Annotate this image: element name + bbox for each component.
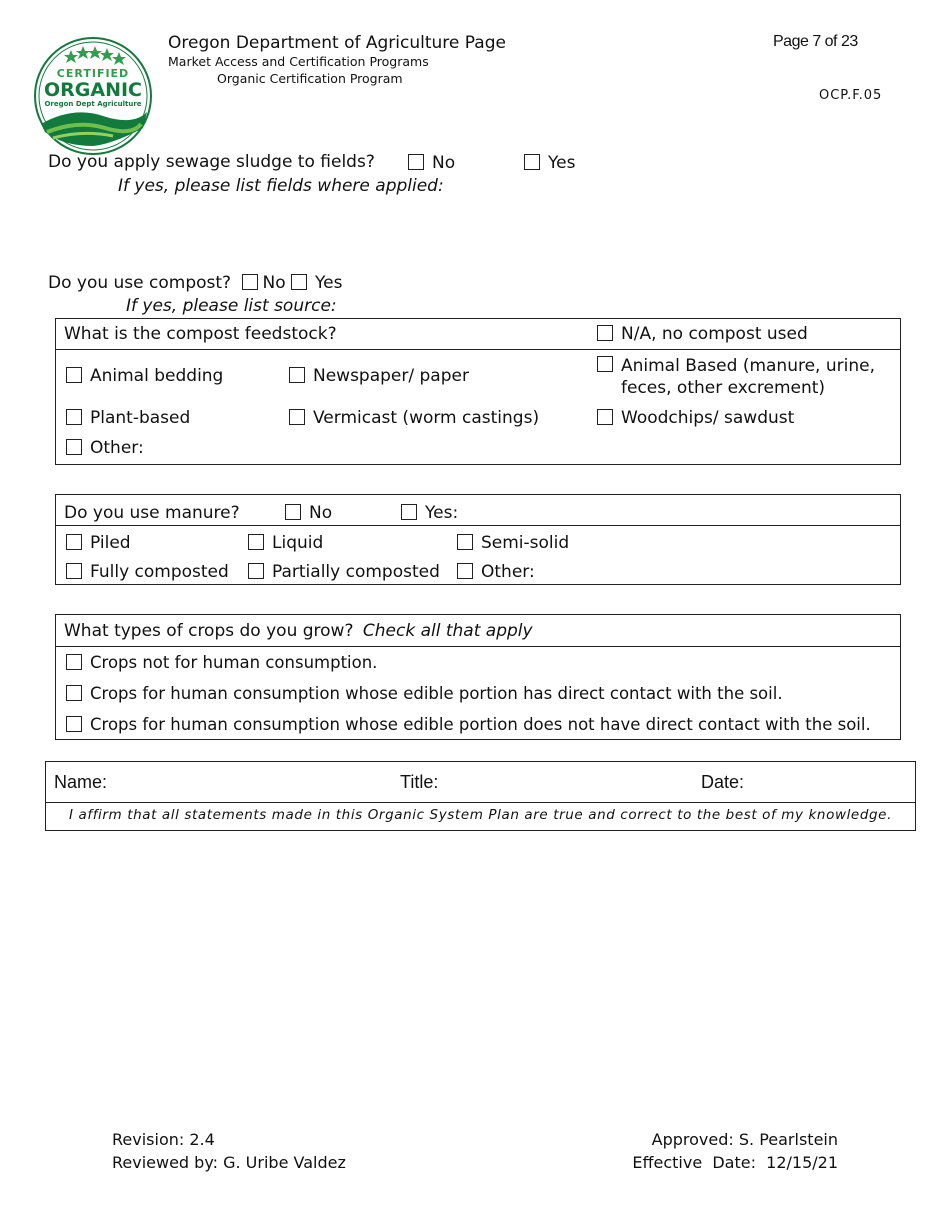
crops-option-1 xyxy=(66,653,377,672)
crops-option-2 xyxy=(66,684,783,703)
crops-header: What types of crops do you grow? xyxy=(64,621,354,641)
animal-based-label-1: Animal Based (manure, urine, xyxy=(621,356,875,376)
name-label: Name: xyxy=(54,772,108,792)
plant-based-checkbox[interactable] xyxy=(66,409,82,425)
logo-sub-text: Oregon Dept Agriculture xyxy=(44,100,142,108)
liquid-label: Liquid xyxy=(272,533,324,553)
program-line-2: Organic Certification Program xyxy=(217,71,403,86)
feedstock-newspaper-option xyxy=(289,366,469,386)
compost-yes-checkbox[interactable] xyxy=(291,274,307,290)
feedstock-header: What is the compost feedstock? xyxy=(64,324,337,344)
manure-yes-checkbox[interactable] xyxy=(401,504,417,520)
feedstock-other-option xyxy=(66,438,144,458)
feedstock-table xyxy=(55,318,901,465)
affirmation-text: I affirm that all statements made in this Organic System Plan are true and correct to the best of my knowledge. xyxy=(69,807,892,823)
vermicast-label: Vermicast (worm castings) xyxy=(313,408,540,428)
sewage-yes-option xyxy=(524,153,575,173)
manure-fully-composted-option xyxy=(66,562,229,582)
semi-solid-checkbox[interactable] xyxy=(457,534,473,550)
crops-option-1-checkbox[interactable] xyxy=(66,654,82,670)
feedstock-animal-based-option xyxy=(597,355,875,399)
sewage-no-checkbox[interactable] xyxy=(408,154,424,170)
crops-header-row xyxy=(64,621,533,641)
feedstock-na-option xyxy=(597,324,808,344)
sewage-question: Do you apply sewage sludge to fields? xyxy=(48,152,375,172)
manure-other-checkbox[interactable] xyxy=(457,563,473,579)
revision-text: Revision: 2.4 xyxy=(112,1130,215,1149)
manure-no-checkbox[interactable] xyxy=(285,504,301,520)
crops-option-2-checkbox[interactable] xyxy=(66,685,82,701)
feedstock-other-checkbox[interactable] xyxy=(66,439,82,455)
plant-based-label: Plant-based xyxy=(90,408,191,428)
sewage-followup: If yes, please list fields where applied: xyxy=(118,176,444,196)
sewage-question-row xyxy=(48,152,375,172)
crops-option-2-label: Crops for human consumption whose edible portion has direct contact with the soil. xyxy=(90,684,783,703)
manure-no-label: No xyxy=(309,503,333,523)
compost-no-label: No xyxy=(262,273,286,293)
crops-option-3-checkbox[interactable] xyxy=(66,716,82,732)
reviewed-by-text: Reviewed by: G. Uribe Valdez xyxy=(112,1153,346,1172)
manure-other-label: Other: xyxy=(481,562,535,582)
approved-text: Approved: S. Pearlstein xyxy=(651,1130,838,1149)
compost-yes-label: Yes xyxy=(315,273,343,293)
title-label: Title: xyxy=(400,772,439,792)
sewage-yes-checkbox[interactable] xyxy=(524,154,540,170)
partially-composted-label: Partially composted xyxy=(272,562,440,582)
manure-no-option xyxy=(285,503,332,523)
feedstock-vermicast-option xyxy=(289,408,539,428)
animal-based-checkbox[interactable] xyxy=(597,356,613,372)
piled-label: Piled xyxy=(90,533,131,553)
manure-yes-label: Yes: xyxy=(425,503,459,523)
manure-table xyxy=(55,494,901,585)
compost-question-row xyxy=(48,273,342,293)
form-code: OCP.F.05 xyxy=(819,88,883,103)
logo-top-text: CERTIFIED xyxy=(56,67,130,80)
fully-composted-checkbox[interactable] xyxy=(66,563,82,579)
compost-no-checkbox[interactable] xyxy=(242,274,258,290)
effective-date-text: Effective Date: 12/15/21 xyxy=(632,1153,838,1172)
feedstock-na-checkbox[interactable] xyxy=(597,325,613,341)
newspaper-checkbox[interactable] xyxy=(289,367,305,383)
page-number: Page 7 of 23 xyxy=(773,33,858,50)
crops-table xyxy=(55,614,901,740)
liquid-checkbox[interactable] xyxy=(248,534,264,550)
animal-based-label-2: feces, other excrement) xyxy=(621,378,826,398)
vermicast-checkbox[interactable] xyxy=(289,409,305,425)
logo-main-text: ORGANIC xyxy=(44,79,142,101)
crops-header-note: Check all that apply xyxy=(362,621,533,641)
manure-other-option xyxy=(457,562,535,582)
semi-solid-label: Semi-solid xyxy=(481,533,570,553)
signature-table xyxy=(45,761,916,831)
manure-question: Do you use manure? xyxy=(64,503,240,523)
program-line-1: Market Access and Certification Programs xyxy=(168,54,429,69)
manure-partially-composted-option xyxy=(248,562,440,582)
animal-bedding-label: Animal bedding xyxy=(90,366,224,386)
manure-semi-solid-option xyxy=(457,533,569,553)
sewage-yes-label: Yes xyxy=(548,153,576,173)
woodchips-checkbox[interactable] xyxy=(597,409,613,425)
feedstock-na-label: N/A, no compost used xyxy=(621,324,808,344)
newspaper-label: Newspaper/ paper xyxy=(313,366,469,386)
fully-composted-label: Fully composted xyxy=(90,562,229,582)
date-label: Date: xyxy=(701,772,745,792)
certified-organic-logo xyxy=(33,36,153,156)
compost-question: Do you use compost? xyxy=(48,273,232,293)
sewage-no-label: No xyxy=(432,153,456,173)
crops-option-3-label: Crops for human consumption whose edible portion does not have direct contact with the soil. xyxy=(90,715,871,734)
woodchips-label: Woodchips/ sawdust xyxy=(621,408,795,428)
manure-liquid-option xyxy=(248,533,323,553)
animal-bedding-checkbox[interactable] xyxy=(66,367,82,383)
compost-followup: If yes, please list source: xyxy=(126,296,337,316)
feedstock-woodchips-option xyxy=(597,408,794,428)
department-title: Oregon Department of Agriculture Page xyxy=(168,33,506,53)
feedstock-animal-bedding-option xyxy=(66,366,223,386)
crops-option-3 xyxy=(66,715,871,734)
feedstock-plant-based-option xyxy=(66,408,190,428)
manure-piled-option xyxy=(66,533,131,553)
feedstock-other-label: Other: xyxy=(90,438,144,458)
partially-composted-checkbox[interactable] xyxy=(248,563,264,579)
crops-option-1-label: Crops not for human consumption. xyxy=(90,653,378,672)
manure-yes-option xyxy=(401,503,458,523)
piled-checkbox[interactable] xyxy=(66,534,82,550)
sewage-no-option xyxy=(408,153,455,173)
